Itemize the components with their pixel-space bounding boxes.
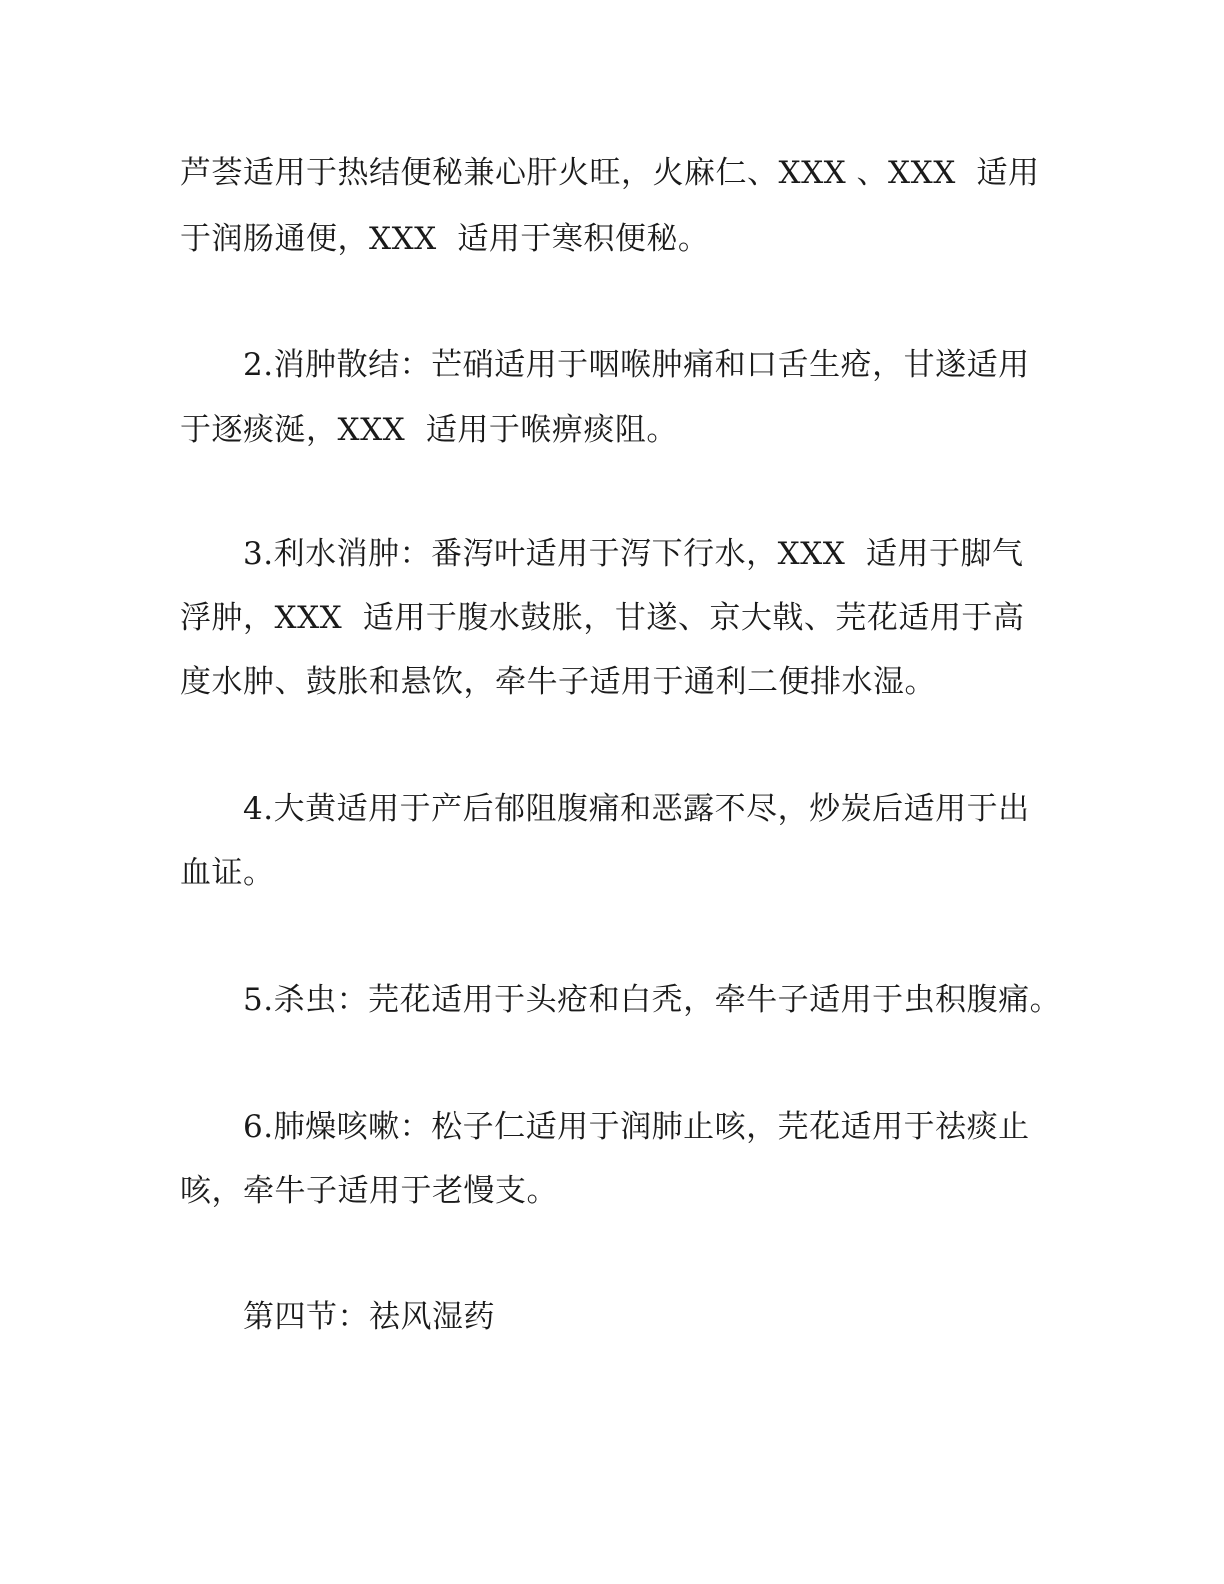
section-heading: 第四节：祛风湿药 [243,1299,495,1335]
paragraph-6-line-2: 咳，牵牛子适用于老慢支。 [180,1173,558,1209]
paragraph-3-line-3: 度水肿、鼓胀和悬饮，牵牛子适用于通利二便排水湿。 [180,664,936,700]
paragraph-2-line-2: 于逐痰涎，XXX 适用于喉痹痰阻。 [180,412,678,448]
paragraph-2-line-1: 2.消肿散结：芒硝适用于咽喉肿痛和口舌生疮，甘遂适用 [243,347,1030,383]
paragraph-1-line-2: 于润肠通便，XXX 适用于寒积便秘。 [180,221,710,257]
paragraph-3-line-2: 浮肿，XXX 适用于腹水鼓胀，甘遂、京大戟、芫花适用于高 [180,600,1025,636]
paragraph-6-line-1: 6.肺燥咳嗽：松子仁适用于润肺止咳，芫花适用于祛痰止 [243,1109,1030,1145]
paragraph-5-line-1: 5.杀虫：芫花适用于头疮和白秃，牵牛子适用于虫积腹痛。 [243,982,1062,1018]
paragraph-4-line-2: 血证。 [180,855,275,891]
paragraph-4-line-1: 4.大黄适用于产后郁阻腹痛和恶露不尽，炒炭后适用于出 [243,791,1030,827]
paragraph-1-line-1: 芦荟适用于热结便秘兼心肝火旺，火麻仁、XXX 、XXX 适用 [180,155,1040,191]
paragraph-3-line-1: 3.利水消肿：番泻叶适用于泻下行水，XXX 适用于脚气 [243,536,1024,572]
